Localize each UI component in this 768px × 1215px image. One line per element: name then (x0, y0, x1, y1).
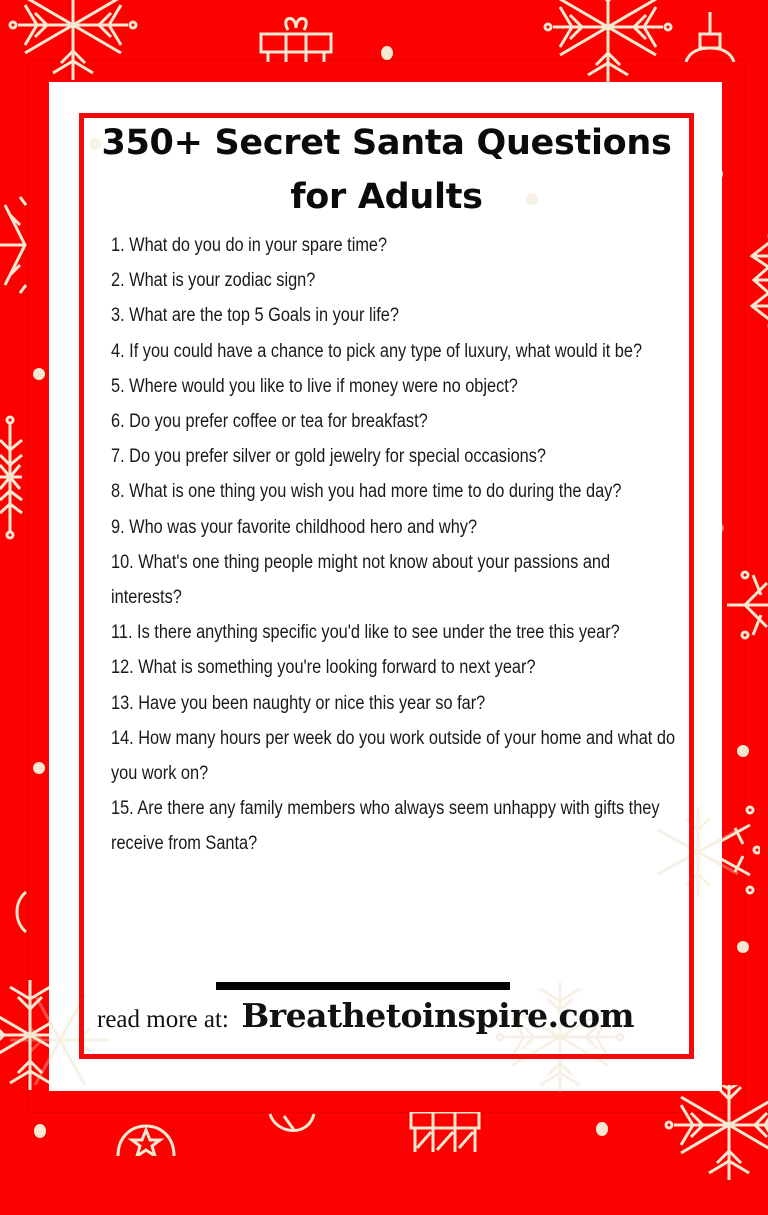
moon-icon (12, 890, 32, 934)
snowflake-icon (664, 1085, 768, 1215)
snow-dot (596, 1122, 608, 1136)
star-badge-icon (114, 1112, 178, 1156)
snow-dot (33, 368, 45, 380)
question-item: 7. Do you prefer silver or gold jewelry for special occasions? (111, 446, 547, 468)
snowflake-icon (0, 415, 26, 540)
snow-dot (381, 46, 393, 60)
question-item: 10. What's one thing people might not know about your passions and interests? (111, 551, 611, 609)
snow-dot (33, 762, 45, 774)
ornament-bauble-icon (680, 12, 740, 62)
question-item: 6. Do you prefer coffee or tea for breakfast? (111, 411, 428, 433)
question-item: 14. How many hours per week do you work outside of your home and what do you work on? (111, 727, 676, 785)
snowflake-icon (543, 0, 673, 92)
snowflake-icon (725, 565, 768, 665)
footer-label: read more at: (97, 1006, 229, 1033)
question-item: 12. What is something you're looking forward to next year? (111, 657, 536, 679)
question-item: 13. Have you been naughty or nice this year so far? (111, 692, 486, 714)
snowflake-icon (8, 0, 138, 90)
snowflake-icon (0, 190, 40, 300)
question-item: 3. What are the top 5 Goals in your life? (111, 305, 399, 327)
question-item: 9. Who was your favorite childhood hero and why? (111, 516, 478, 538)
title-line-2: for Adults (290, 177, 483, 217)
question-item: 11. Is there anything specific you'd like to see under the tree this year? (111, 622, 620, 644)
question-item: 1. What do you do in your spare time? (111, 235, 388, 256)
question-item: 2. What is your zodiac sign? (111, 270, 316, 292)
divider-bar (216, 982, 510, 990)
question-item: 5. Where would you like to live if money were no object? (111, 375, 518, 397)
title-line-1: 350+ Secret Santa Questions (101, 123, 672, 163)
footer-attribution (97, 996, 697, 1044)
snowflake-icon (746, 228, 768, 333)
snow-dot (34, 1124, 46, 1138)
ornament-bauble-icon (268, 1112, 318, 1136)
website-link[interactable]: Breathetoinspire.com (241, 996, 635, 1035)
chimney-icon (409, 1112, 481, 1152)
question-list (111, 228, 681, 862)
snow-dot (737, 745, 749, 757)
snow-dot (737, 941, 749, 953)
question-item: 15. Are there any family members who always seem unhappy with gifts they receive from Santa? (111, 798, 660, 855)
gift-box-icon (258, 12, 334, 62)
question-item: 4. If you could have a chance to pick any type of luxury, what would it be? (111, 340, 643, 362)
question-item: 8. What is one thing you wish you had more time to do during the day? (111, 481, 622, 503)
page-title (84, 116, 689, 224)
